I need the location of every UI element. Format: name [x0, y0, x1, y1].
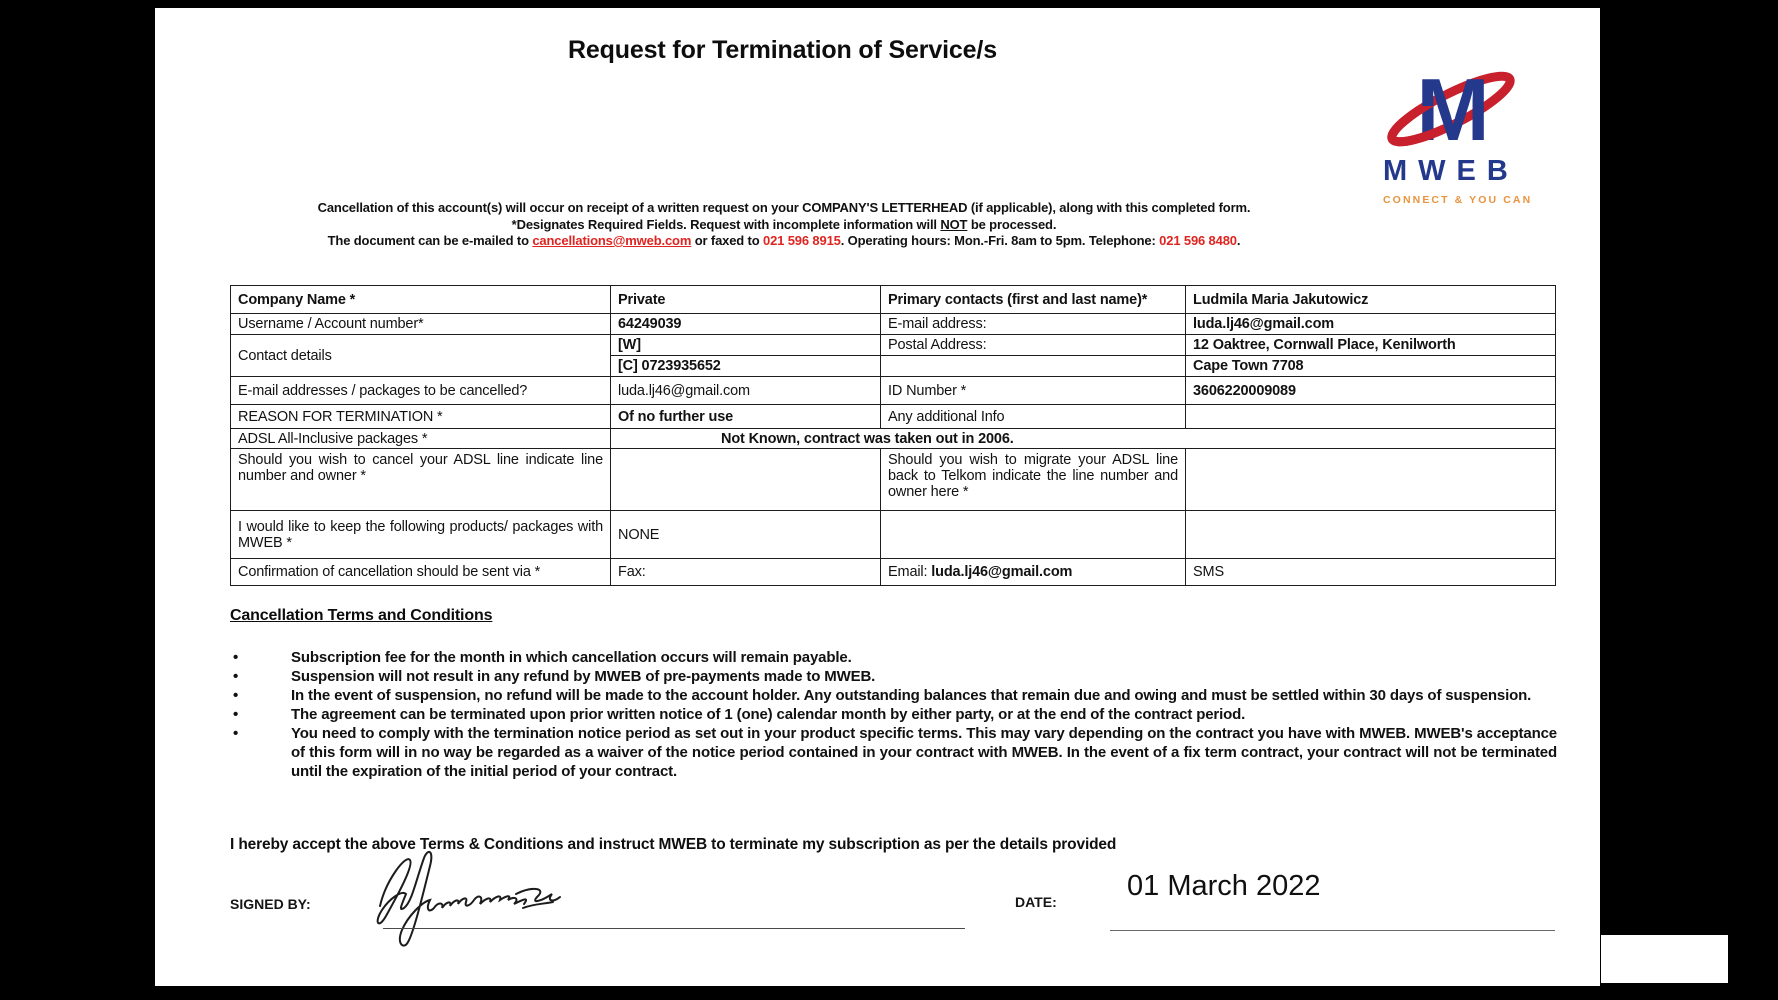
- bullet-icon: •: [233, 668, 239, 685]
- instructions-line2: *Designates Required Fields. Request with incomplete information will NOT be processed.: [511, 216, 1057, 232]
- id-number-value: 3606220009089: [1186, 377, 1556, 405]
- company-name-label: Company Name *: [231, 286, 611, 314]
- list-item: • You need to comply with the termination notice period as set out in your product specific terms. This may vary depending on the contract you have with MWEB. MWEB's acceptance of this form will in no way be regarded as a waiver of the notice period contained in your contract with MWEB. In the event of a fix term contract, your contract will not be terminated until the expiration of the initial period of your contract.: [230, 724, 1557, 781]
- table-row: [231, 286, 1556, 314]
- handwritten-signature: [340, 844, 640, 954]
- additional-info-label: Any additional Info: [881, 405, 1186, 429]
- cancel-emails-label: E-mail addresses / packages to be cancelled?: [231, 377, 611, 405]
- confirmation-email: Email: luda.lj46@gmail.com: [881, 559, 1186, 586]
- bullet-icon: •: [233, 649, 239, 666]
- adsl-value: Not Known, contract was taken out in 2006.: [611, 429, 1556, 449]
- bullet-icon: •: [233, 687, 239, 704]
- terms-heading: Cancellation Terms and Conditions: [230, 607, 493, 624]
- bullet-icon: •: [233, 725, 239, 742]
- reason-value: Of no further use: [611, 405, 881, 429]
- username-label: Username / Account number*: [231, 314, 611, 335]
- primary-contacts-value: Ludmila Maria Jakutowicz: [1186, 286, 1556, 314]
- postal-address-line2: Cape Town 7708: [1186, 356, 1556, 377]
- keep-products-extra: [881, 511, 1186, 559]
- table-row: [231, 449, 1556, 511]
- mweb-logo: [1381, 54, 1549, 206]
- confirmation-email-value: luda.lj46@gmail.com: [931, 564, 1073, 580]
- list-item: • The agreement can be terminated upon prior written notice of 1 (one) calendar month by either party, or at the end of the contract period.: [230, 705, 1557, 724]
- page-title: Request for Termination of Service/s: [568, 36, 997, 64]
- mweb-logo-mark-icon: [1381, 54, 1531, 148]
- signed-by-label: SIGNED BY:: [230, 896, 311, 912]
- logo-tagline: CONNECT & YOU CAN: [1383, 194, 1533, 206]
- date-label: DATE:: [1015, 894, 1057, 910]
- bullet-icon: •: [233, 706, 239, 723]
- table-row: [231, 377, 1556, 405]
- list-item: • Suspension will not result in any refund by MWEB of pre-payments made to MWEB.: [230, 667, 1557, 686]
- cancellations-email: cancellations@mweb.com: [532, 233, 692, 248]
- table-row: [231, 335, 1556, 356]
- list-item: • In the event of suspension, no refund will be made to the account holder. Any outstanding balances that remain due and owing and must be settled within 30 days of suspension.: [230, 686, 1557, 705]
- email-value: luda.lj46@gmail.com: [1186, 314, 1556, 335]
- migrate-adsl-value: [1186, 449, 1556, 511]
- cancel-adsl-line-value: [611, 449, 881, 511]
- document-page: [155, 8, 1600, 986]
- email-label: E-mail address:: [881, 314, 1186, 335]
- cancel-emails-value: luda.lj46@gmail.com: [611, 377, 881, 405]
- company-name-value: Private: [611, 286, 881, 314]
- fax-number: 021 596 8915: [763, 233, 841, 248]
- confirmation-sms: SMS: [1186, 559, 1556, 586]
- signature-line: [383, 928, 965, 929]
- postal-address-line1: 12 Oaktree, Cornwall Place, Kenilworth: [1186, 335, 1556, 356]
- contact-details-label: Contact details: [231, 335, 611, 377]
- termination-form-table: [230, 285, 1556, 586]
- contact-cell-value: [C] 0723935652: [611, 356, 881, 377]
- postal-address-empty: [881, 356, 1186, 377]
- table-row: [231, 511, 1556, 559]
- confirmation-fax: Fax:: [611, 559, 881, 586]
- list-item: • Subscription fee for the month in which cancellation occurs will remain payable.: [230, 648, 1557, 667]
- adsl-label: ADSL All-Inclusive packages *: [231, 429, 611, 449]
- keep-products-value: NONE: [611, 511, 881, 559]
- cancel-adsl-line-label: Should you wish to cancel your ADSL line indicate line number and owner *: [231, 449, 611, 511]
- terms-list: [230, 648, 1557, 781]
- confirmation-label: Confirmation of cancellation should be sent via *: [231, 559, 611, 586]
- logo-wordmark: MWEB: [1383, 155, 1519, 187]
- postal-address-label: Postal Address:: [881, 335, 1186, 356]
- id-number-label: ID Number *: [881, 377, 1186, 405]
- additional-info-value: [1186, 405, 1556, 429]
- table-row: [231, 314, 1556, 335]
- not-emphasis: NOT: [940, 216, 968, 232]
- instructions-line1: Cancellation of this account(s) will occur on receipt of a written request on your COMPANY'S LETTERHEAD (if applicable), along with this completed form.: [317, 200, 1251, 215]
- telephone-number: 021 596 8480: [1159, 233, 1237, 248]
- migrate-adsl-label: Should you wish to migrate your ADSL line back to Telkom indicate the line number and owner here *: [881, 449, 1186, 511]
- username-value: 64249039: [611, 314, 881, 335]
- caption-overlay-box: [1601, 935, 1728, 983]
- keep-products-label: I would like to keep the following products/ packages with MWEB *: [231, 511, 611, 559]
- date-line: [1110, 930, 1555, 931]
- instructions-line3: The document can be e-mailed to cancellations@mweb.com or faxed to 021 596 8915. Operating hours: Mon.-Fri. 8am to 5pm. Telephone: 021 596 8480.: [327, 233, 1241, 248]
- logo-m-letter: M: [1416, 60, 1490, 148]
- reason-label: REASON FOR TERMINATION *: [231, 405, 611, 429]
- acceptance-statement: I hereby accept the above Terms & Conditions and instruct MWEB to terminate my subscription as per the details provided: [230, 836, 1117, 853]
- table-row: [231, 429, 1556, 449]
- date-value: 01 March 2022: [1127, 870, 1321, 902]
- keep-products-extra2: [1186, 511, 1556, 559]
- instructions-block: [155, 200, 1413, 250]
- contact-work-value: [W]: [611, 335, 881, 356]
- table-row: [231, 559, 1556, 586]
- table-row: [231, 405, 1556, 429]
- primary-contacts-label: Primary contacts (first and last name)*: [881, 286, 1186, 314]
